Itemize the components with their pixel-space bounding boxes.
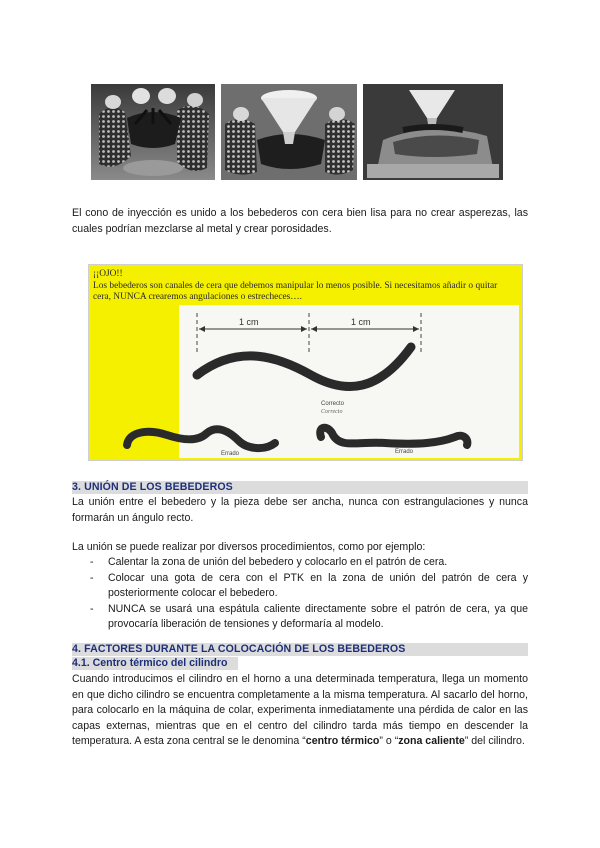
photo-wax-pattern-sprues xyxy=(91,84,215,180)
label-wrong-1: Errado xyxy=(221,451,240,457)
section-4-heading: 4. FACTORES DURANTE LA COLOCACIÓN DE LOS BEBEDEROS xyxy=(72,643,528,656)
sprue-drawings xyxy=(89,265,523,461)
sprue-wrong-1 xyxy=(127,429,275,448)
sprue-correct-curve xyxy=(197,347,411,387)
sprue-wrong-2 xyxy=(320,428,467,445)
dimension-label-2: 1 cm xyxy=(351,317,371,327)
warning-text: Los bebederos son canales de cera que debemos manipular lo menos posible. Si necesitamos añadir o quitar cera, NUNCA crearemos angulaciones o estrecheces…. xyxy=(93,280,498,303)
label-correct-2: Correcto xyxy=(321,409,343,415)
section-3-paragraph-1: La unión entre el bebedero y la pieza debe ser ancha, nunca con estrangulaciones y nunca formarán un ángulo recto. xyxy=(72,496,528,524)
section-3-heading: 3. UNIÓN DE LOS BEBEDEROS xyxy=(72,481,528,494)
term-centro-termico: centro térmico xyxy=(305,735,380,747)
photo-cone-on-model xyxy=(363,84,503,180)
label-correct: Correcto xyxy=(321,401,345,407)
dimension-label-1: 1 cm xyxy=(239,317,259,327)
label-wrong-2: Errado xyxy=(395,449,414,455)
procedure-list xyxy=(90,555,528,633)
warning-title: ¡¡OJO!! xyxy=(93,269,123,279)
list-item: - Colocar una gota de cera con el PTK en la zona de unión del patrón de cera y posteriormente colocar el bebedero. xyxy=(90,571,528,599)
photo-injection-cone xyxy=(221,84,357,180)
list-item: - NUNCA se usará una espátula caliente directamente sobre el patrón de cera, ya que provocaría liberación de tensiones y deformaría al modelo. xyxy=(90,602,528,630)
section-3-paragraph-2: La unión se puede realizar por diversos procedimientos, como por ejemplo: xyxy=(72,541,426,553)
list-item: - Calentar la zona de unión del bebedero y colocarlo en el patrón de cera. xyxy=(90,556,448,568)
term-zona-caliente: zona caliente xyxy=(398,735,465,747)
sprue-shape-figure xyxy=(88,264,523,461)
section-4-paragraph: Cuando introducimos el cilindro en el horno a una determinada temperatura, llega un momento en que dicho cilindro se encuentra completamente a la misma temperatura. Al sacarlo del horno, para colocarlo en la máquina de colar, experimenta inmediatamente una pérdida de calor en las capas externas, mientras que en el centro del cilindro tarda más tiempo en descender la temperatura. A esta zona central se le denomina “centro térmico” o “zona caliente” del cilindro. xyxy=(72,673,528,747)
section-4-1-subheading: 4.1. Centro térmico del cilindro xyxy=(72,657,238,670)
intro-paragraph: El cono de inyección es unido a los bebederos con cera bien lisa para no crear asperezas, las cuales podrían mezclarse al metal y crear porosidades. xyxy=(72,207,528,235)
